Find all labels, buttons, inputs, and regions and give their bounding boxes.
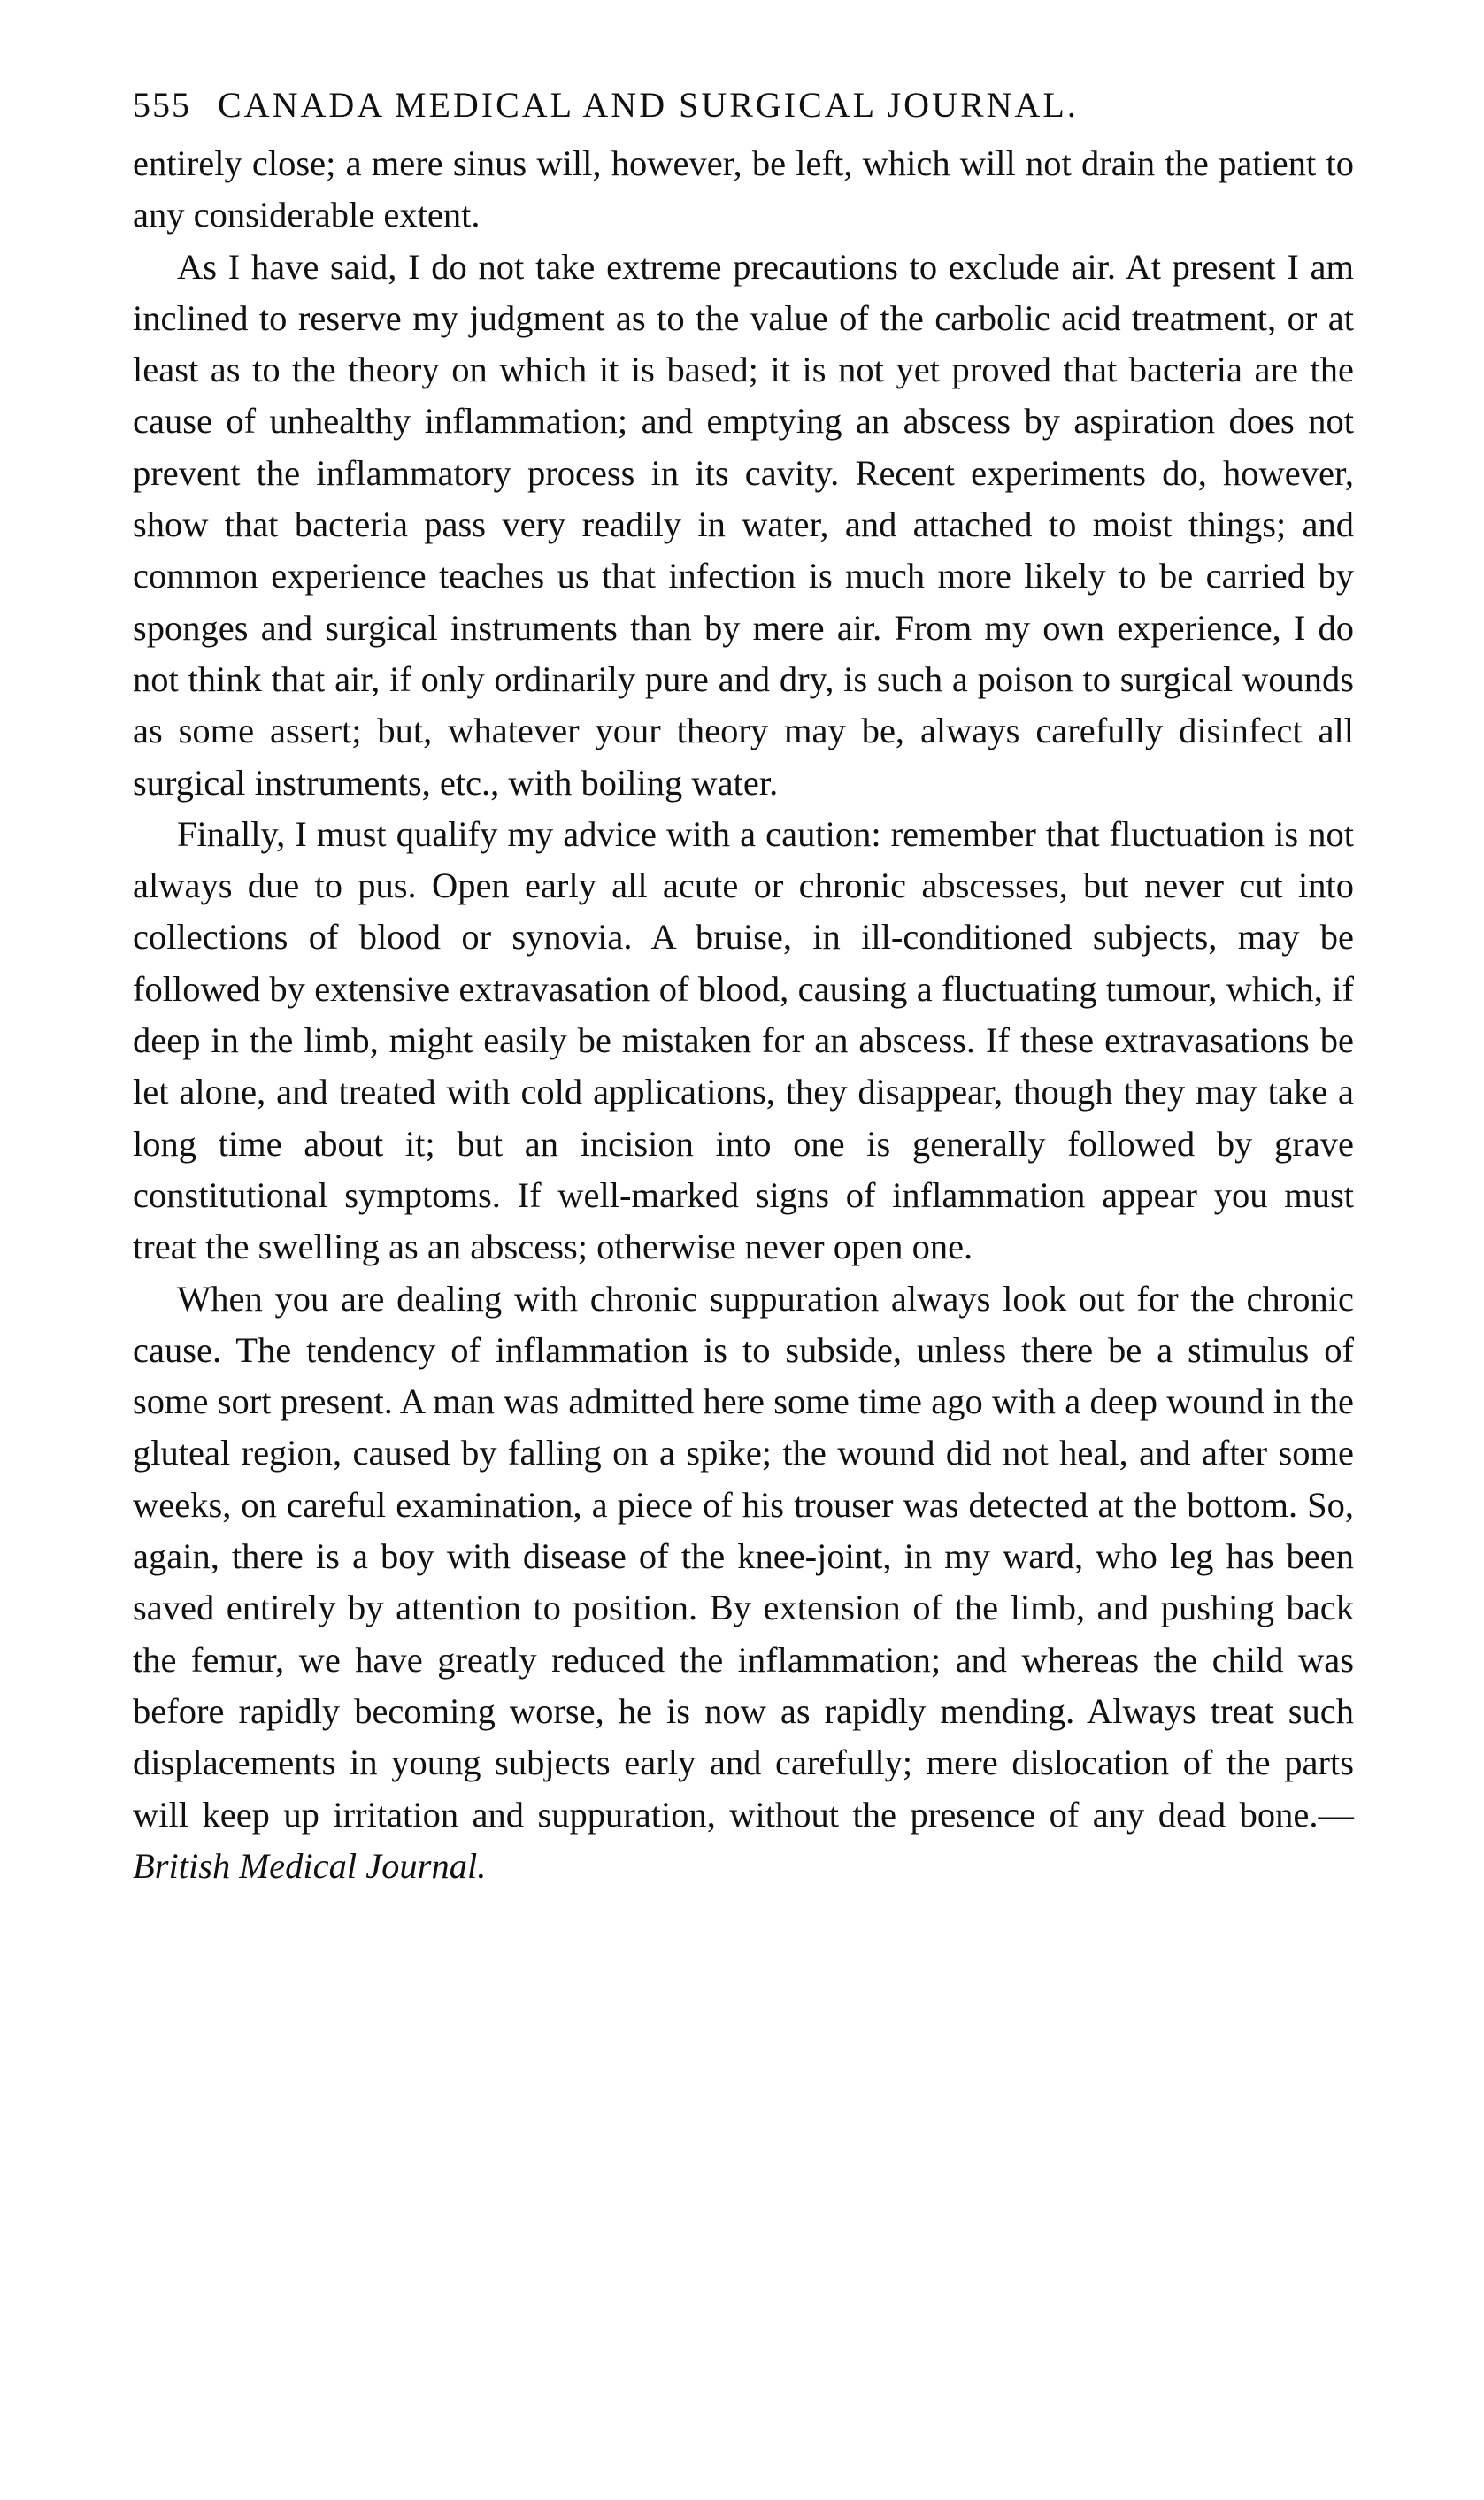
page-number: 555	[133, 85, 191, 125]
paragraph-precautions: As I have said, I do not take extreme precautions to exclude air. At present I am inclined to reserve my judgment as to the value of the carbolic acid treatment, or at least as to the theory on which it is based; it is not yet proved that bacteria are the cause of unhealthy inflammation; and emptying an abscess by aspiration does not prevent the inflammatory process in its cavity. Recent experiments do, however, show that bacteria pass very readily in water, and attached to moist things; and common experience teaches us that infection is much more likely to be carried by sponges and surgical instruments than by mere air. From my own experience, I do not think that air, if only ordinarily pure and dry, is such a poison to surgical wounds as some assert; but, whatever your theory may be, always carefully disinfect all surgical instruments, etc., with boiling water.	[133, 246, 1354, 803]
journal-title: CANADA MEDICAL AND SURGICAL JOURNAL.	[218, 85, 1079, 125]
journal-page	[133, 84, 1354, 1892]
paragraph-text: When you are dealing with chronic suppuration always look out for the chronic cause. The tendency of inflammation is to subside, unless there be a stimulus of some sort present. A man was admitted here some time ago with a deep wound in the gluteal region, caused by falling on a spike; the wound did not heal, and after some weeks, on careful examination, a piece of his trouser was detected at the bottom. So, again, there is a boy with disease of the knee-joint, in my ward, who leg has been saved entirely by attention to position. By extension of the limb, and pushing back the femur, we have greatly reduced the inflammation; and whereas the child was before rapidly becoming worse, he is now as rapidly mending. Always treat such displacements in young subjects early and carefully; mere dislocation of the parts will keep up irritation and suppuration, without the presence of any dead bone.—	[133, 1278, 1354, 1835]
article-body	[133, 138, 1354, 1892]
running-head	[133, 84, 1354, 126]
paragraph-caution: Finally, I must qualify my advice with a caution: remember that fluctuation is not always due to pus. Open early all acute or chronic abscesses, but never cut into collections of blood or synovia. A bruise, in ill-conditioned subjects, may be followed by extensive extravasation of blood, causing a fluctuating tumour, which, if deep in the limb, might easily be mistaken for an abscess. If these extravasations be let alone, and treated with cold applications, they disappear, though they may take a long time about it; but an incision into one is generally followed by grave constitutional symptoms. If well-marked signs of inflammation appear you must treat the swelling as an abscess; otherwise never open one.	[133, 813, 1354, 1267]
paragraph-continuation: entirely close; a mere sinus will, however, be left, which will not drain the patient to any considerable extent.	[133, 143, 1354, 235]
paragraph-chronic-suppuration	[133, 1273, 1354, 1893]
source-citation: British Medical Journal.	[133, 1845, 487, 1886]
